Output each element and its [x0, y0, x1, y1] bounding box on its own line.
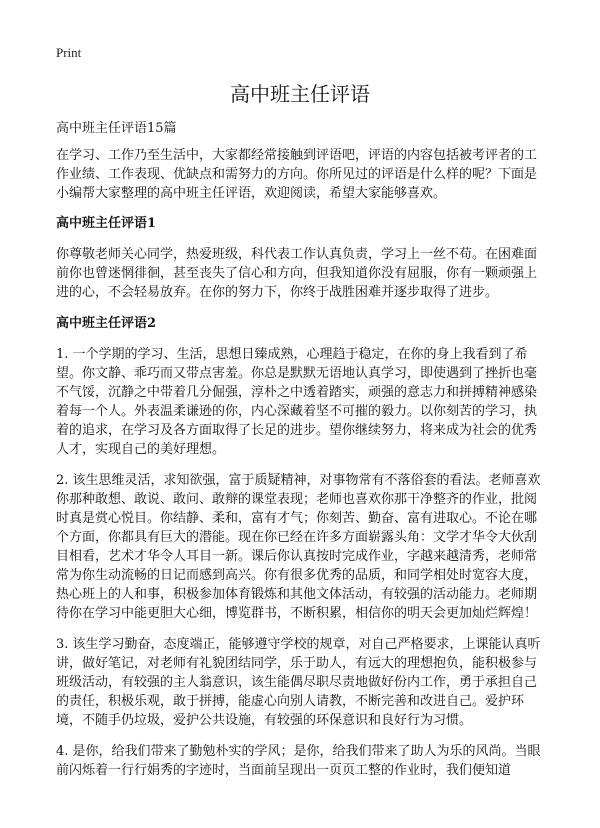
section-2-paragraph-2: 2. 该生思维灵活，求知欲强，富于质疑精神，对事物常有不落俗套的看法。老师喜欢你那种敢想、敢说、敢问、敢辩的课堂表现；老师也喜欢你那干净整齐的作业，批阅时真是赏心悦目。你结静、柔和，富有才气；你刻苦、勤奋、富有进取心。不论在哪个方面，你都具有巨大的潜能。现在你已经在许多方面崭露头角：文学才华令大伙刮目相看，艺术才华令人耳目一新。课后你认真按时完成作业，字越来越清秀，老师常常为你生动流畅的日记而感到高兴。你有很多优秀的品质，和同学相处时宽容大度，热心班上的人和事，积极参加体育锻炼和其他文体活动，有较强的活动能力。老师期待你在学习中能更胆大心细，博览群书，不断积累，相信你的明天会更加灿烂辉煌！: [56, 473, 541, 621]
section-2-paragraph-3: 3. 该生学习勤奋，态度端正，能够遵守学校的规章，对自己严格要求，上课能认真听讲，做好笔记，对老师有礼貌团结同学，乐于助人，有远大的理想抱负，能积极参与班级活动，有较强的主人翁意识，该生能偶尽职尽责地做好份内工作，勇于承担自己的责任，积极乐观，敢于拼搏，能虚心向别人请教，不断完善和改进自己。爱护环境，不随手仍垃圾，爱护公共设施，有较强的环保意识和良好行为习惯。: [56, 637, 541, 728]
page-title: 高中班主任评语: [230, 82, 370, 106]
document-body: [56, 119, 546, 792]
section-heading-1: 高中班主任评语1: [56, 216, 157, 231]
section-heading-2: 高中班主任评语2: [56, 316, 157, 331]
print-link[interactable]: Print: [56, 45, 82, 60]
section-2-paragraph-4: 4. 是你，给我们带来了勤勉朴实的学风；是你，给我们带来了助人为乐的风尚。当眼前闪烁着一行行娟秀的字迹时，当面前呈现出一页页工整的作业时，我们便知道: [56, 744, 541, 778]
section-1-paragraph-1: 你尊敬老师关心同学，热爱班级，科代表工作认真负责，学习上一丝不苟。在困难面前你也曾迷惘徘徊，甚至丧失了信心和方向，但我知道你没有屈服，你有一颗顽强上进的心，不会轻易放弃。在你的努力下，你终于战胜困难并逐步取得了进步。: [56, 247, 538, 300]
section-2-paragraph-1: 1. 一个学期的学习、生活，思想日臻成熟，心理趋于稳定，在你的身上我看到了希望。你文静、乖巧而又带点害羞。你总是默默无语地认真学习，即使遇到了挫折也毫不气馁，沉静之中带着几分倔强，淳朴之中透着踏实，顽强的意志力和拼搏精神感染着每一个人。外表温柔谦逊的你，内心深藏着坚不可摧的毅力。以你刻苦的学习，执着的追求，在学习及各方面取得了长足的进步。望你继续努力，将来成为社会的优秀人才，实现自己的美好理想。: [56, 347, 538, 457]
intro-paragraph: 在学习、工作乃至生活中，大家都经常接触到评语吧，评语的内容包括被考评者的工作业绩、工作表现、优缺点和需努力的方向。你所见过的评语是什么样的呢？下面是小编帮大家整理的高中班主任评语，欢迎阅读，希望大家能够喜欢。: [56, 148, 538, 201]
document-subtitle: 高中班主任评语15篇: [56, 121, 177, 136]
